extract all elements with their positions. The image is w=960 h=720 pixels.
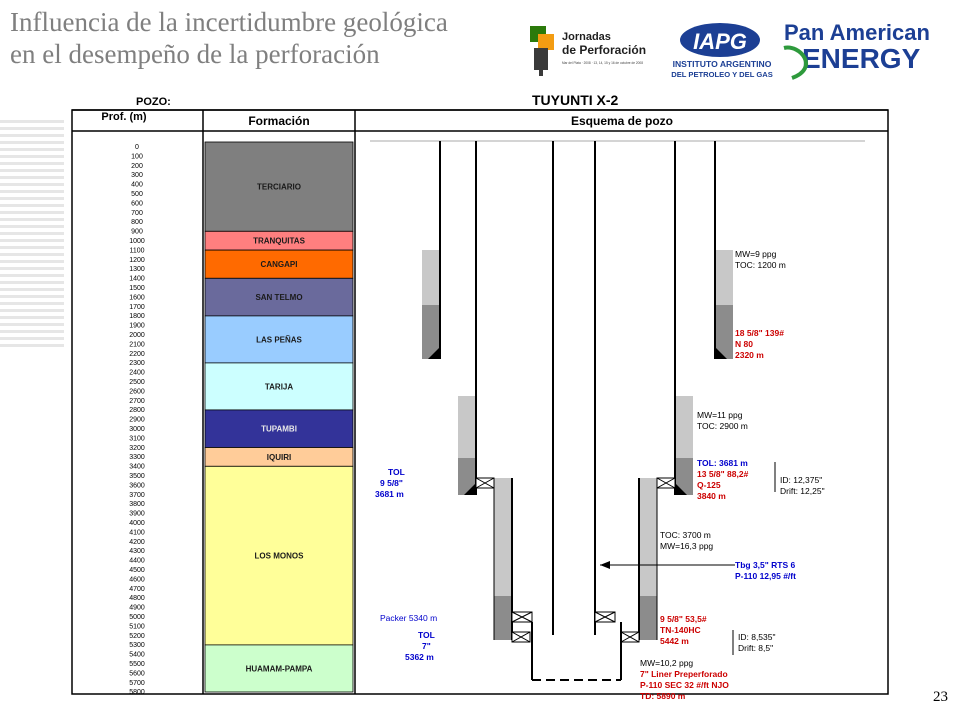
depth-label: 2500 [129,379,145,386]
formation-label: IQUIRI [266,452,292,462]
depth-label: 2100 [129,341,145,349]
pozo-name: TUYUNTI X-2 [532,92,619,108]
annotations [375,249,825,700]
depth-label: 800 [131,219,143,227]
depth-label: 4100 [129,529,145,537]
prod-spec-2: TN-140HC [660,625,701,635]
depth-label: 1100 [129,247,145,255]
depth-label: 1500 [129,285,145,292]
formation-label: TUPAMBI [261,424,297,434]
depth-label: 3600 [129,482,145,490]
liner-spec-2: P-110 SEC 32 #/ft NJO [640,680,729,690]
liner-td: TD: 5890 m [640,691,686,700]
slide-title [10,6,530,70]
depth-label: 3800 [129,501,145,509]
inter-id: ID: 12,375" [780,475,823,485]
depth-label: 3400 [129,463,145,471]
surface-casing [422,141,733,359]
depth-label: 2700 [129,397,145,405]
col-schema-header: Esquema de pozo [570,114,674,128]
depth-label: 5000 [129,614,145,621]
depth-label: 4700 [129,585,145,593]
formation-column [205,142,353,692]
decorative-stripes [0,120,64,350]
depth-label: 1600 [129,294,145,302]
depth-label: 2800 [129,407,145,415]
tol-left-3: 3681 m [375,489,404,499]
prod-mw: MW=16,3 ppg [660,541,714,551]
depth-label: 1900 [129,322,145,330]
depth-label: 1400 [129,275,145,283]
iapg-logo [664,20,780,82]
pozo-label: POZO: [136,96,171,108]
formation-label: LOS MONOS [254,551,304,561]
depth-label: 5700 [129,679,145,687]
prod-toc: TOC: 3700 m [660,530,711,540]
tol-left2-2: 7" [422,641,431,651]
iapg-mark: IAPG [693,29,747,54]
inter-spec-3: Q-125 [697,480,721,490]
depth-label: 5400 [129,651,145,659]
depth-label: 700 [131,209,143,217]
depth-label: 5800 [129,689,145,697]
depth-label: 5200 [129,632,145,640]
inter-csg-mw: MW=11 ppg [697,410,743,420]
inter-drift: Drift: 12,25" [780,486,825,496]
depth-label: 4200 [129,538,145,546]
slide-title-line-2: en el desempeño de la perforación [10,39,380,69]
surface-csg-spec-2: N 80 [735,339,753,349]
iapg-line-1: INSTITUTO ARGENTINO [672,59,772,69]
col-formation-header: Formación [248,114,310,128]
prod-drift: Drift: 8,5" [738,643,774,653]
pae-line-1: Pan American [784,20,930,45]
depth-label: 3700 [129,491,145,499]
depth-label: 300 [131,172,143,180]
depth-label: 1700 [129,303,145,311]
tubing-spec-2: P-110 12,95 #/ft [735,571,796,581]
surface-csg-toc: TOC: 1200 m [735,260,786,270]
prod-spec-1: 9 5/8" 53,5# [660,614,707,624]
formation-label: TRANQUITAS [253,236,305,246]
jornadas-logo-line-1: Jornadas [562,31,611,43]
inter-spec-1: TOL: 3681 m [697,458,748,468]
intermediate-casing [458,141,693,495]
depth-label: 4800 [129,595,145,603]
formation-label: TERCIARIO [257,182,301,192]
tol-left-2: 9 5/8" [380,478,403,488]
depth-label: 900 [131,228,143,236]
depth-label: 200 [131,162,143,170]
depth-label: 3300 [129,454,145,462]
page-number: 23 [933,689,948,705]
formation-label: CANGAPI [260,260,298,270]
jornadas-logo-line-2: de Perforación [562,43,647,57]
depth-label: 600 [131,200,143,208]
well-diagram [70,90,890,700]
slide-title-line-1: Influencia de la incertidumbre geológica [10,7,448,37]
depth-label: 1000 [129,238,145,245]
depth-label: 3200 [129,444,145,452]
depth-label: 5300 [129,642,145,650]
depth-label: 5600 [129,670,145,678]
depth-label: 4500 [129,567,145,574]
formation-label: SAN TELMO [255,293,303,303]
depth-label: 2300 [129,360,145,368]
formation-label: TARIJA [264,382,294,392]
surface-csg-spec-1: 18 5/8" 139# [735,328,784,338]
packer-label: Packer 5340 m [380,613,438,623]
depth-label: 4400 [129,557,145,565]
iapg-line-2: DEL PETROLEO Y DEL GAS [671,70,773,79]
depth-label: 3500 [129,473,145,480]
tol-left2-1: TOL [418,630,435,640]
depth-label: 5100 [129,623,145,631]
jornadas-logo [526,14,668,80]
depth-label: 500 [131,191,143,198]
formation-label: HUAMAM-PAMPA [245,664,313,674]
pae-line-2: ENERGY [802,43,921,74]
wellbore-schematic [370,141,865,680]
surface-csg-spec-3: 2320 m [735,350,764,360]
depth-label: 4900 [129,604,145,612]
tol-left-1: TOL [388,467,405,477]
depth-label: 0 [135,144,139,151]
production-liner [476,478,675,640]
depth-label: 5500 [129,661,145,668]
inter-spec-2: 13 5/8" 88,2# [697,469,749,479]
depth-label: 3100 [129,435,145,443]
depth-label: 1800 [129,313,145,321]
formation-label: LAS PEÑAS [256,335,302,345]
depth-label: 3900 [129,510,145,518]
depth-label: 4600 [129,576,145,584]
depth-label: 3000 [129,426,145,433]
prod-spec-3: 5442 m [660,636,689,646]
depth-label: 4300 [129,548,145,556]
jornadas-logo-small: Mar del Plata · 2008 · 13, 14, 15 y 16 de octubre de 2008 [562,61,643,65]
depth-label: 2400 [129,369,145,377]
depth-label: 1300 [129,266,145,274]
liner-spec-1: 7" Liner Preperforado [640,669,728,679]
inter-spec-4: 3840 m [697,491,726,501]
prod-id: ID: 8,535" [738,632,776,642]
depth-label: 400 [131,181,143,189]
depth-label: 2000 [129,332,145,339]
depth-label: 1200 [129,256,145,264]
depth-label: 2900 [129,416,145,424]
depth-label: 2200 [129,350,145,358]
tubing-spec-1: Tbg 3,5" RTS 6 [735,560,796,570]
preperforated-liner [532,622,621,680]
depth-label: 2600 [129,388,145,396]
tol-left2-3: 5362 m [405,652,434,662]
inter-csg-toc: TOC: 2900 m [697,421,748,431]
depth-label: 100 [131,153,143,161]
depth-scale [129,144,145,696]
depth-label: 4000 [129,520,145,527]
surface-csg-mw: MW=9 ppg [735,249,777,259]
pan-american-energy-logo [780,12,950,80]
col-depth-header: Prof. (m) [101,111,147,123]
liner-mw: MW=10,2 ppg [640,658,694,668]
